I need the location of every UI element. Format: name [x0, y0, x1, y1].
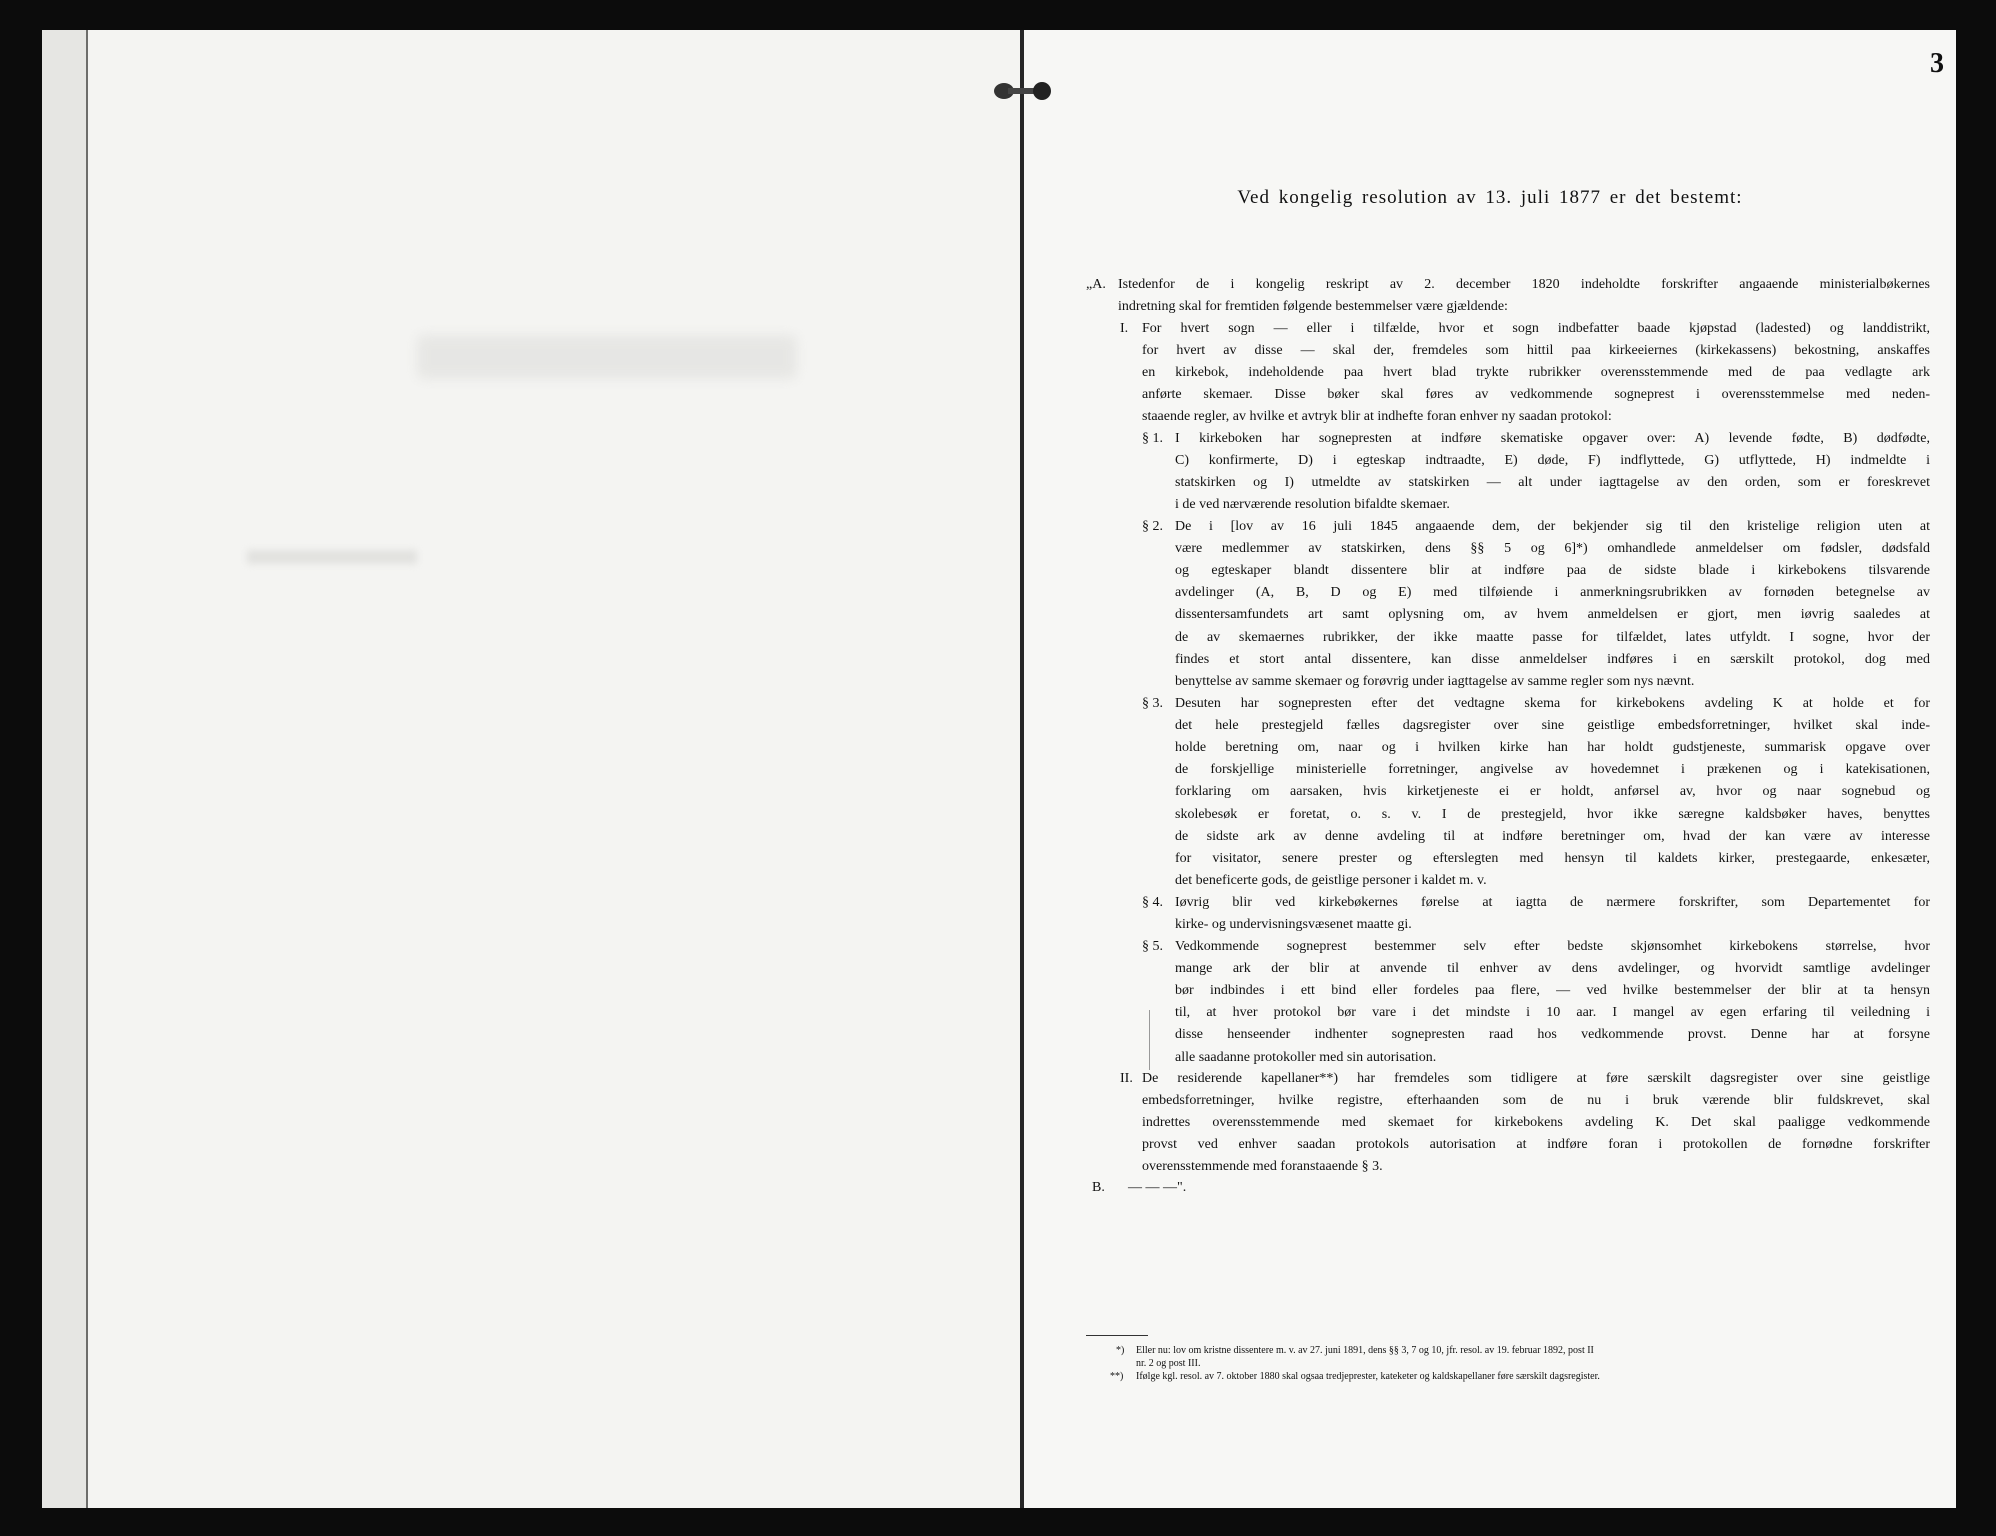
paragraph-4-line: Iøvrig blir ved kirkebøkernes førelse at iagtta de nærmere forskrifter, som Departementet for: [1175, 895, 1930, 910]
paragraph-1-line: statskirken og I) utmeldte av statskirken — alt under iagttagelse av den orden, som er foreskrevet: [1175, 475, 1930, 491]
paragraph-5-line: bør indbindes i ett bind eller fordeles paa flere, — ved hvilke bestemmelser der blir at ta hensyn: [1175, 983, 1930, 999]
paragraph-2-line: og egteskaper blandt dissentere blir at indføre paa de sidste blade i kirkebokens tilsvarende: [1175, 563, 1930, 579]
paragraph-5-line: til, at hver protokol bør vare i det mindste i 10 aar. I mangel av egen erfaring til veiledning i: [1175, 1005, 1930, 1021]
item-i-line: anførte skemaer. Disse bøker skal føres av vedkommende sogneprest i overensstemmelse med neden-: [1142, 387, 1930, 403]
bleed-through-title: [417, 335, 797, 379]
paragraph-5-line: alle saadanne protokoller med sin autorisation.: [1175, 1049, 1437, 1065]
footnote-rule: [1086, 1335, 1148, 1336]
section-b-marker: B.: [1092, 1180, 1105, 1195]
paragraph-3-line: forklaring om aarsaken, hvis kirketjeneste ei er holdt, anførsel av, hvor og naar sognebud og: [1175, 784, 1930, 800]
paragraph-5-line: mange ark der blir at anvende til enhver av dens avdelinger, og hvorvidt samtlige avdelinger: [1175, 961, 1930, 977]
item-i-line: for hvert av disse — skal der, fremdeles som hittil paa kirkeeiernes (kirkekassens) bekostning, anskaffes: [1142, 343, 1930, 359]
item-ii-line: indrettes overensstemmende med skemaet for kirkebokens avdeling K. Det skal paaligge vedkommende: [1142, 1115, 1930, 1131]
paragraph-2-line: avdelinger (A, B, D og E) med tilføiende i anmerkningsrubrikken av fornøden betegnelse av: [1175, 585, 1930, 601]
left-page-blank: [42, 30, 1020, 1508]
item-ii-line: De residerende kapellaner**) har fremdeles som tidligere at føre særskilt dagsregister over sine geistlige: [1142, 1071, 1930, 1086]
paragraph-4-marker: § 4.: [1142, 895, 1163, 910]
paragraph-2-line: De i [lov av 16 juli 1845 angaaende dem, der bekjender sig til den kristelige religion uten at: [1175, 519, 1930, 534]
paragraph-2-line: være medlemmer av statskirken, dens §§ 5 og 6]*) omhandlede anmeldelser om fødsler, dødsfald: [1175, 541, 1930, 557]
footnote-line: Ifølge kgl. resol. av 7. oktober 1880 skal ogsaa tredjeprester, kateketer og kaldskapellaner føre særskilt dagsregister.: [1136, 1371, 1600, 1382]
paragraph-2-line: de av skemaernes rubrikker, der ikke maatte passe for tilfældet, lates utfyldt. I sogne, hvor der: [1175, 629, 1930, 645]
section-b-text: — — —".: [1128, 1180, 1187, 1195]
paragraph-3-line: det beneficerte gods, de geistlige personer i kaldet m. v.: [1175, 872, 1487, 888]
footnote-marker: *): [1116, 1345, 1125, 1356]
page-number: 3: [1930, 48, 1944, 79]
paragraph-1-marker: § 1.: [1142, 431, 1163, 446]
paragraph-3-marker: § 3.: [1142, 696, 1163, 711]
paragraph-5-marker: § 5.: [1142, 939, 1163, 954]
paragraph-3-line: holde beretning om, naar og i hvilken kirke han har holdt gudstjeneste, summarisk opgave over: [1175, 740, 1930, 756]
section-a-line: indretning skal for fremtiden følgende bestemmelser være gjældende:: [1118, 299, 1508, 315]
paragraph-1-line: I kirkeboken har sognepresten at indføre skematiske opgaver over: A) levende fødte, B) dødfødte,: [1175, 431, 1930, 446]
paragraph-3-line: for visitator, senere prester og efterslegten med hensyn til kaldets kirker, prestegaarde, enkesæter,: [1175, 850, 1930, 866]
left-page-edge: [42, 30, 88, 1508]
paragraph-3-line: de forskjellige ministerielle forretninger, angivelse av hovedemnet i prækenen og i katekisationen,: [1175, 762, 1930, 778]
right-page: [1024, 30, 1956, 1508]
item-i-line: en kirkebok, indeholdende paa hvert blad trykte rubrikker overensstemmende med de paa vedlagte ark: [1142, 365, 1930, 381]
footnote-line: nr. 2 og post III.: [1136, 1358, 1201, 1369]
paragraph-5-line: Vedkommende sogneprest bestemmer selv efter bedste skjønsomhet kirkebokens størrelse, hvor: [1175, 939, 1930, 954]
paragraph-5-line: disse henseender indhenter sognepresten raad hos vedkommende provst. Denne har at forsyne: [1175, 1027, 1930, 1043]
item-ii-line: provst ved enhver saadan protokols autorisation at indføre foran i protokollen de fornødne forskrifter: [1142, 1137, 1930, 1153]
paragraph-2-line: dissentersamfundets art samt oplysning om, av hvem anmeldelsen er gjort, men iøvrig saaledes at: [1175, 607, 1930, 623]
item-i-line: staaende regler, av hvilke et avtryk blir at indhefte foran enhver ny saadan protokol:: [1142, 409, 1612, 425]
paragraph-3-line: det hele prestegjeld fælles dagsregister over sine geistlige embedsforretninger, hvilket skal inde-: [1175, 718, 1930, 734]
paragraph-3-line: de sidste ark av denne avdeling til at indføre beretninger om, hvad der kan være av interesse: [1175, 828, 1930, 844]
paragraph-2-line: findes et stort antal dissentere, kan disse anmeldelser indføres i en særskilt protokol, dog med: [1175, 651, 1930, 667]
item-ii-line: embedsforretninger, hvilke registre, efterhaanden som de nu i bruk værende blir fuldskrevet, skal: [1142, 1093, 1930, 1109]
resolution-text: [1024, 30, 1956, 1508]
item-i-marker: I.: [1120, 321, 1129, 336]
paragraph-2-line: benyttelse av samme skemaer og forøvrig under iagttagelse av samme regler som nys nævnt.: [1175, 673, 1695, 689]
paragraph-3-line: Desuten har sognepresten efter det vedtagne skema for kirkebokens avdeling K at holde et for: [1175, 696, 1930, 711]
item-ii-marker: II.: [1120, 1071, 1133, 1086]
bleed-through-line: [247, 550, 417, 564]
footnote-marker: **): [1110, 1371, 1124, 1382]
margin-pencil-mark: [1149, 1010, 1150, 1070]
paragraph-3-line: skolebesøk er foretat, o. s. v. I de prestegjeld, hvor ikke særegne kaldsbøker haves, benyttes: [1175, 806, 1930, 822]
paragraph-2-marker: § 2.: [1142, 519, 1163, 534]
paragraph-4-line: kirke- og undervisningsvæsenet maatte gi.: [1175, 917, 1412, 933]
paragraph-1-line: C) konfirmerte, D) i egteskap indtraadte, E) døde, F) indflyttede, G) utflyttede, H) indmeldte i: [1175, 453, 1930, 469]
item-ii-line: overensstemmende med foranstaaende § 3.: [1142, 1159, 1383, 1175]
footnote-line: Eller nu: lov om kristne dissentere m. v. av 27. juni 1891, dens §§ 3, 7 og 10, jfr. resol. av 19. februar 1892, post II: [1136, 1345, 1594, 1356]
page-heading: Ved kongelig resolution av 13. juli 1877 er det bestemt:: [1237, 187, 1743, 208]
paragraph-1-line: i de ved nærværende resolution bifaldte skemaer.: [1175, 497, 1450, 513]
item-i-line: For hvert sogn — eller i tilfælde, hvor et sogn indbefatter baade kjøpstad (ladested) og landdistrikt,: [1142, 321, 1930, 336]
section-a-line: Istedenfor de i kongelig reskript av 2. december 1820 indeholdte forskrifter angaaende ministerialbøkernes: [1118, 277, 1930, 292]
section-a-marker: „A.: [1086, 277, 1106, 292]
